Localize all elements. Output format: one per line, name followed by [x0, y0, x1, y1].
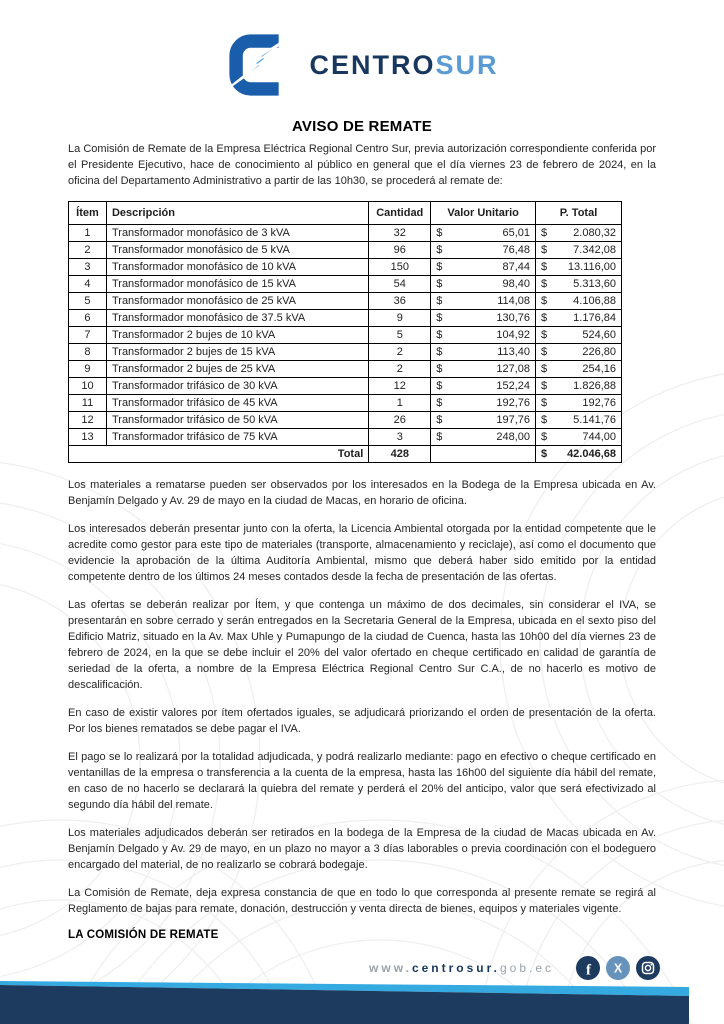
x-twitter-icon[interactable]: [606, 956, 630, 980]
cell-quantity: 96: [369, 242, 431, 259]
instagram-icon[interactable]: [636, 956, 660, 980]
table-row: [69, 242, 622, 259]
cell-unit-value: $ 98,40: [431, 276, 536, 293]
cell-quantity: 1: [369, 395, 431, 412]
url-centrosur: centrosur.: [411, 961, 500, 975]
cell-unit-value: $ 87,44: [431, 259, 536, 276]
cell-quantity: 54: [369, 276, 431, 293]
cell-quantity: 12: [369, 378, 431, 395]
table-row: [69, 259, 622, 276]
table-total-row: [69, 446, 622, 463]
cell-item: 2: [69, 242, 107, 259]
cell-description: Transformador monofásico de 3 kVA: [106, 225, 368, 242]
url-www: www.: [369, 961, 412, 975]
cell-item: 7: [69, 327, 107, 344]
cell-quantity: 9: [369, 310, 431, 327]
svg-text:X: X: [613, 961, 623, 976]
cell-total-value: $ 744,00: [536, 429, 622, 446]
cell-total-value: $ 13.116,00: [536, 259, 622, 276]
website-url[interactable]: [369, 961, 554, 975]
cell-total-value: $ 5.313,60: [536, 276, 622, 293]
cell-total-value: $ 254,16: [536, 361, 622, 378]
paragraph-observacion: Los materiales a rematarse pueden ser observados por los interesados en la Bodega de la Empresa ubicada en Av. Benjamín Delgado y Av. 29 de mayo en la ciudad de Macas, en horario de oficina.: [68, 479, 656, 507]
cell-total-value: $ 7.342,08: [536, 242, 622, 259]
paragraph-reglamento: La Comisión de Remate, deja expresa constancia de que en todo lo que corresponda al presente remate se regirá al Reglamento de bajas para remate, donación, destrucción y venta directa de bienes, equipos y materiales vigente.: [68, 887, 656, 915]
svg-text:f: f: [586, 962, 591, 979]
table-row: [69, 327, 622, 344]
table-row: [69, 361, 622, 378]
cell-total-value: $ 1.826,88: [536, 378, 622, 395]
cell-item: 4: [69, 276, 107, 293]
cell-unit-value: $ 104,92: [431, 327, 536, 344]
cell-quantity: 150: [369, 259, 431, 276]
total-label: Total: [69, 446, 369, 463]
total-amount: $ 42.046,68: [536, 446, 622, 463]
cell-total-value: $ 524,60: [536, 327, 622, 344]
table-row: [69, 395, 622, 412]
cell-description: Transformador 2 bujes de 15 kVA: [106, 344, 368, 361]
social-icons: [576, 956, 660, 980]
cell-description: Transformador trifásico de 50 kVA: [106, 412, 368, 429]
cell-unit-value: $ 130,76: [431, 310, 536, 327]
cell-description: Transformador trifásico de 30 kVA: [106, 378, 368, 395]
col-header-total: P. Total: [536, 202, 622, 225]
logo-text-sur: SUR: [435, 49, 499, 80]
cell-quantity: 5: [369, 327, 431, 344]
cell-total-value: $ 4.106,88: [536, 293, 622, 310]
cell-total-value: $ 226,80: [536, 344, 622, 361]
cell-description: Transformador monofásico de 10 kVA: [106, 259, 368, 276]
paragraph-ofertas: Las ofertas se deberán realizar por Ítem, y que contenga un máximo de dos decimales, sin considerar el IVA, se presentarán en sobre cerrado y serán entregados en la Secretaria General de la Empresa, ubicada en el sexto piso del Edificio Matriz, situado en la Av. Max Uhle y Pumapungo de la ciudad de Cuenca, hasta las 10h00 del día viernes 23 de febrero de 2024, en la que se debe incluir el 20% del valor ofertado en cheque certificado en calidad de garantía de seriedad de la oferta, a nombre de la Empresa Eléctrica Regional Centro Sur C.A., de no hacerlo es motivo de descalificación.: [68, 599, 656, 691]
facebook-icon[interactable]: [576, 956, 600, 980]
cell-description: Transformador trifásico de 75 kVA: [106, 429, 368, 446]
col-header-item: Ítem: [69, 202, 107, 225]
centrosur-logo: [68, 34, 656, 96]
currency-symbol: $: [541, 448, 548, 460]
cell-description: Transformador monofásico de 25 kVA: [106, 293, 368, 310]
footer-color-band: [0, 976, 724, 1024]
cell-description: Transformador monofásico de 5 kVA: [106, 242, 368, 259]
table-row: [69, 344, 622, 361]
col-header-unit: Valor Unitario: [431, 202, 536, 225]
cell-unit-value: $ 197,76: [431, 412, 536, 429]
cell-quantity: 2: [369, 361, 431, 378]
closing-signature: LA COMISIÓN DE REMATE: [68, 929, 219, 941]
table-row: [69, 276, 622, 293]
logo-text-centro: CENTRO: [309, 49, 436, 80]
cell-description: Transformador monofásico de 37.5 kVA: [106, 310, 368, 327]
page-title: AVISO DE REMATE: [292, 118, 432, 135]
cell-item: 3: [69, 259, 107, 276]
cell-quantity: 32: [369, 225, 431, 242]
table-row: [69, 293, 622, 310]
table-header-row: [69, 202, 622, 225]
cell-quantity: 36: [369, 293, 431, 310]
table-row: [69, 378, 622, 395]
logo-c-lightning-icon: [225, 34, 295, 96]
cell-quantity: 26: [369, 412, 431, 429]
cell-item: 6: [69, 310, 107, 327]
cell-unit-value: $ 248,00: [431, 429, 536, 446]
cell-unit-value: $ 65,01: [431, 225, 536, 242]
table-row: [69, 429, 622, 446]
table-body: [69, 225, 622, 446]
footer: [369, 956, 660, 980]
cell-item: 5: [69, 293, 107, 310]
cell-item: 12: [69, 412, 107, 429]
cell-description: Transformador 2 bujes de 10 kVA: [106, 327, 368, 344]
cell-total-value: $ 5.141,76: [536, 412, 622, 429]
total-unit-empty: [431, 446, 536, 463]
cell-unit-value: $ 76,48: [431, 242, 536, 259]
cell-total-value: $ 1.176,84: [536, 310, 622, 327]
cell-description: Transformador trifásico de 45 kVA: [106, 395, 368, 412]
cell-unit-value: $ 152,24: [431, 378, 536, 395]
cell-description: Transformador monofásico de 15 kVA: [106, 276, 368, 293]
cell-item: 8: [69, 344, 107, 361]
cell-item: 13: [69, 429, 107, 446]
col-header-qty: Cantidad: [369, 202, 431, 225]
table-row: [69, 412, 622, 429]
cell-total-value: $ 2.080,32: [536, 225, 622, 242]
paragraph-pago: El pago se lo realizará por la totalidad adjudicada, y podrá realizarlo mediante: pago en efectivo o cheque certificado en ventanillas de la empresa o transferencia a la cuenta de la empresa, hasta las 16h00 del siguiente día hábil del remate, en caso de no hacerlo se declarará la quiebra del remate y perderá el 20% del anticipo, valor que será efectivizado al segundo día hábil del remate.: [68, 751, 656, 811]
cell-unit-value: $ 127,08: [431, 361, 536, 378]
logo-wordmark: [309, 49, 499, 80]
cell-quantity: 3: [369, 429, 431, 446]
cell-unit-value: $ 114,08: [431, 293, 536, 310]
url-gobec: gob.ec: [499, 961, 554, 975]
cell-unit-value: $ 113,40: [431, 344, 536, 361]
cell-total-value: $ 192,76: [536, 395, 622, 412]
paragraph-intro: La Comisión de Remate de la Empresa Eléctrica Regional Centro Sur, previa autorización correspondiente conferida por el Presidente Ejecutivo, hace de conocimiento al público en general que el día viernes 23 de febrero de 2024, en la oficina del Departamento Administrativo a partir de las 10h30, se procederá al remate de:: [68, 143, 656, 187]
cell-description: Transformador 2 bujes de 25 kVA: [106, 361, 368, 378]
auction-items-table: [68, 201, 622, 463]
cell-item: 10: [69, 378, 107, 395]
col-header-desc: Descripción: [106, 202, 368, 225]
table-row: [69, 225, 622, 242]
total-quantity: 428: [369, 446, 431, 463]
cell-item: 1: [69, 225, 107, 242]
cell-quantity: 2: [369, 344, 431, 361]
cell-unit-value: $ 192,76: [431, 395, 536, 412]
table-row: [69, 310, 622, 327]
paragraph-empate: En caso de existir valores por ítem ofertados iguales, se adjudicará priorizando el orden de presentación de la oferta. Por los bienes rematados se debe pagar el IVA.: [68, 707, 656, 735]
paragraph-retiro: Los materiales adjudicados deberán ser retirados en la bodega de la Empresa de la ciudad de Macas ubicada en Av. Benjamín Delgado y Av. 29 de mayo, en un plazo no mayor a 3 días laborables o previa coordinación con el bodeguero encargado del material, de no realizarlo se cobrará bodegaje.: [68, 827, 656, 871]
cell-item: 9: [69, 361, 107, 378]
paragraph-licencia: Los interesados deberán presentar junto con la oferta, la Licencia Ambiental otorgada por la entidad competente que le acredite como gestor para este tipo de materiales (transporte, almacenamiento y reciclaje), así como el documento que evidencie la aprobación de la última Auditoría Ambiental, mismo que deberá haber sido emitido por la entidad competente dentro de los últimos 24 meses contados desde la fecha de presentación de las ofertas.: [68, 523, 656, 583]
cell-item: 11: [69, 395, 107, 412]
